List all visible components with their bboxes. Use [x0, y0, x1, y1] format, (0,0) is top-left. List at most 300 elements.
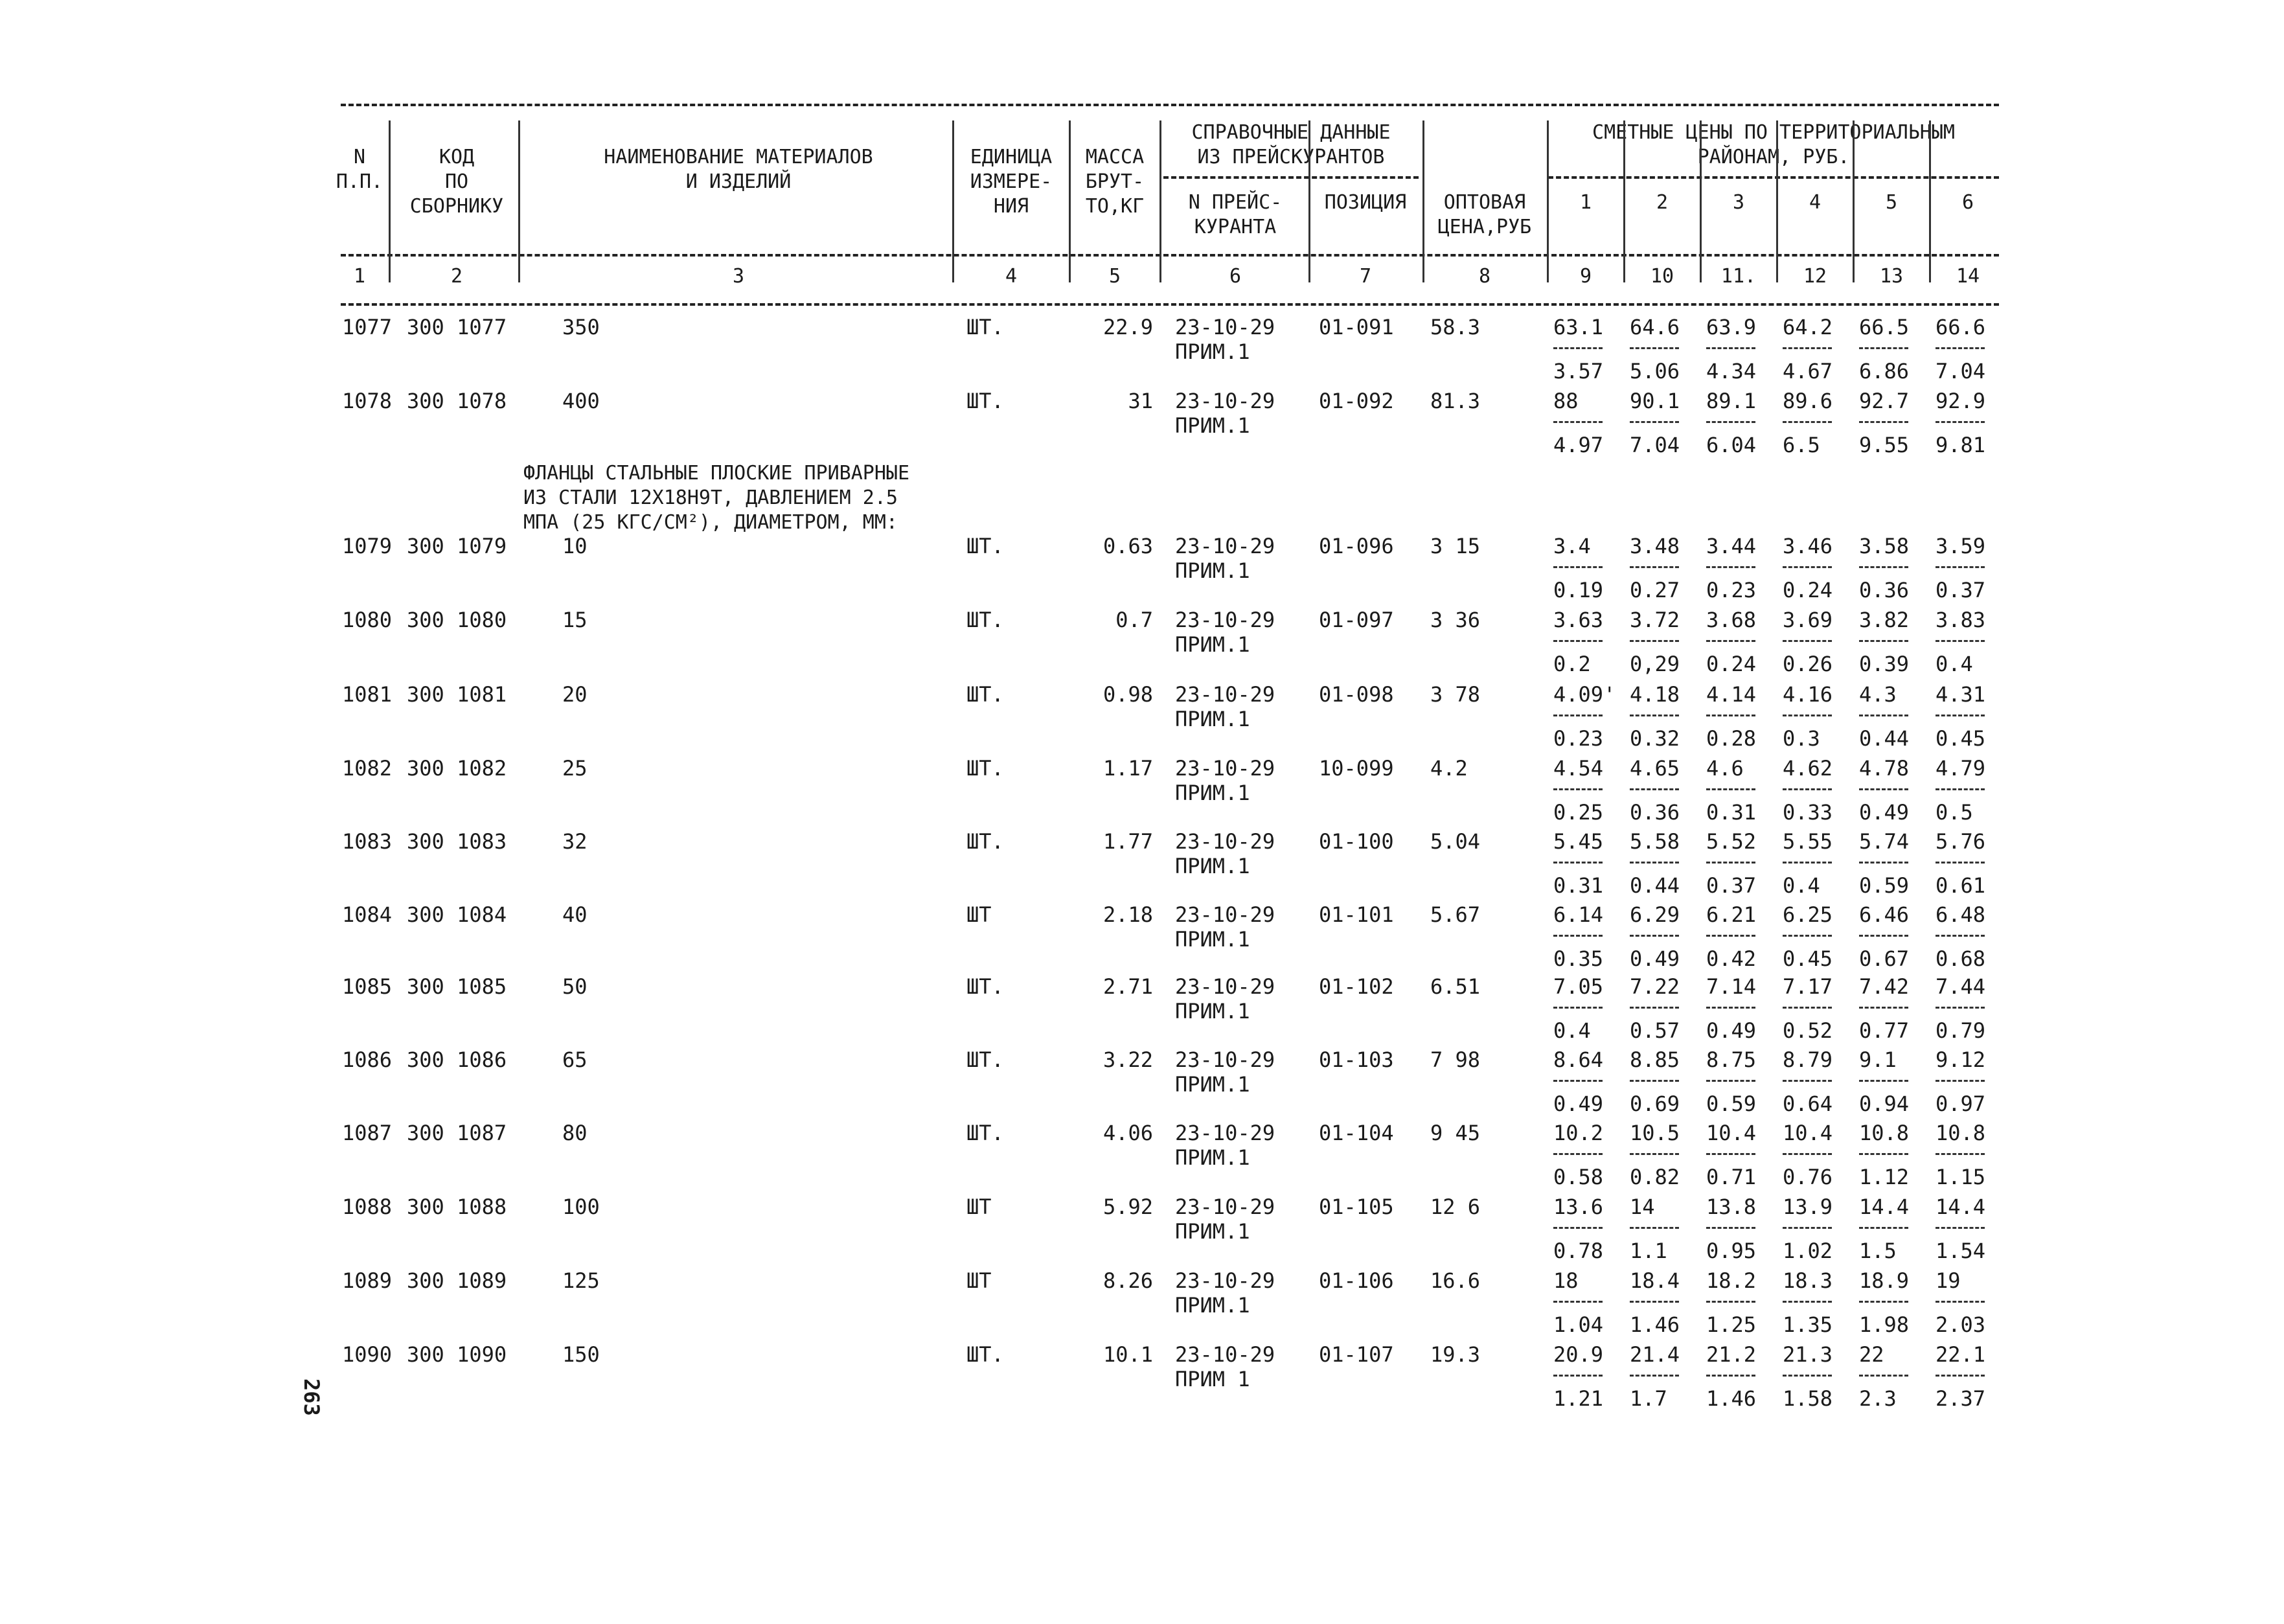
- row-price: 19.3: [1430, 1342, 1481, 1367]
- region-price-bottom: 9.55: [1859, 433, 1910, 457]
- region-price-bottom: 0.39: [1859, 652, 1910, 676]
- region-price-bottom: 0.27: [1630, 578, 1680, 602]
- region-price-top: 92.7: [1859, 389, 1910, 413]
- row-price: 3 15: [1430, 534, 1481, 558]
- region-price-top: 9.1: [1859, 1047, 1897, 1072]
- fraction-line: [1859, 1153, 1908, 1155]
- row-kod: 300 1079: [407, 534, 507, 558]
- column-number: 9: [1579, 265, 1592, 288]
- header-top-rule: [341, 104, 1999, 106]
- region-number: 6: [1961, 191, 1974, 214]
- region-price-top: 4.62: [1783, 756, 1833, 781]
- fraction-line: [1783, 1080, 1832, 1082]
- fraction-line: [1783, 1007, 1832, 1009]
- fraction-line: [1553, 788, 1603, 790]
- region-price-top: 14.4: [1859, 1195, 1910, 1219]
- column-divider: [952, 120, 954, 282]
- fraction-line: [1553, 1153, 1603, 1155]
- column-divider: [1069, 120, 1071, 282]
- fraction-line: [1783, 1227, 1832, 1229]
- fraction-line: [1706, 1227, 1755, 1229]
- row-kod: 300 1086: [407, 1047, 507, 1072]
- region-price-top: 18.9: [1859, 1268, 1910, 1293]
- region-price-bottom: 6.04: [1706, 433, 1757, 457]
- column-number: 10: [1650, 265, 1674, 288]
- row-pos: 01-103: [1319, 1047, 1394, 1072]
- region-price-bottom: 0.82: [1630, 1165, 1680, 1189]
- row-unit: ШТ.: [966, 756, 1004, 781]
- region-price-top: 18.2: [1706, 1268, 1757, 1293]
- row-preisk: 23-10-29 ПРИМ.1: [1175, 974, 1275, 1024]
- region-header-rule: [1548, 176, 1999, 179]
- fraction-line: [1553, 421, 1603, 423]
- row-number: 1077: [342, 315, 393, 339]
- row-unit: ШТ: [966, 1268, 992, 1293]
- region-price-top: 6.21: [1706, 902, 1757, 927]
- fraction-line: [1706, 1375, 1755, 1377]
- row-name: 15: [562, 608, 588, 632]
- header-pos: ПОЗИЦИЯ: [1324, 191, 1407, 214]
- region-price-top: 8.85: [1630, 1047, 1680, 1072]
- row-kod: 300 1088: [407, 1195, 507, 1219]
- fraction-line: [1936, 421, 1985, 423]
- row-preisk: 23-10-29 ПРИМ.1: [1175, 389, 1275, 438]
- region-price-bottom: 0.94: [1859, 1092, 1910, 1116]
- region-price-top: 88: [1553, 389, 1579, 413]
- region-price-top: 64.6: [1630, 315, 1680, 339]
- region-price-bottom: 1.04: [1553, 1312, 1604, 1337]
- fraction-line: [1630, 1080, 1679, 1082]
- region-price-bottom: 0.37: [1706, 873, 1757, 898]
- row-unit: ШТ.: [966, 682, 1004, 707]
- region-price-top: 4.3: [1859, 682, 1897, 707]
- row-number: 1090: [342, 1342, 393, 1367]
- region-price-bottom: 0.57: [1630, 1018, 1680, 1043]
- fraction-line: [1553, 1080, 1603, 1082]
- region-price-top: 3.83: [1936, 608, 1986, 632]
- fraction-line: [1706, 715, 1755, 716]
- region-price-bottom: 0.64: [1783, 1092, 1833, 1116]
- region-price-bottom: 0.23: [1553, 726, 1604, 751]
- region-price-top: 21.4: [1630, 1342, 1680, 1367]
- row-kod: 300 1089: [407, 1268, 507, 1293]
- region-price-bottom: 0.79: [1936, 1018, 1986, 1043]
- region-price-top: 4.16: [1783, 682, 1833, 707]
- region-price-bottom: 0.28: [1706, 726, 1757, 751]
- fraction-line: [1553, 640, 1603, 642]
- column-number: 2: [450, 265, 463, 288]
- column-number: 4: [1005, 265, 1018, 288]
- region-price-top: 3.59: [1936, 534, 1986, 558]
- fraction-line: [1859, 1227, 1908, 1229]
- region-price-bottom: 7.04: [1630, 433, 1680, 457]
- header-unit: ЕДИНИЦА ИЗМЕРЕ- НИЯ: [970, 146, 1053, 218]
- region-price-top: 90.1: [1630, 389, 1680, 413]
- region-price-bottom: 0.67: [1859, 946, 1910, 971]
- region-price-top: 4.09': [1553, 682, 1616, 707]
- row-pos: 01-106: [1319, 1268, 1394, 1293]
- fraction-line: [1630, 1227, 1679, 1229]
- row-unit: ШТ.: [966, 1342, 1004, 1367]
- region-price-bottom: 0.45: [1783, 946, 1833, 971]
- fraction-line: [1859, 788, 1908, 790]
- row-mass: 31: [1128, 389, 1153, 413]
- region-price-top: 3.46: [1783, 534, 1833, 558]
- row-kod: 300 1083: [407, 829, 507, 854]
- row-mass: 2.18: [1102, 902, 1153, 927]
- fraction-line: [1936, 862, 1985, 863]
- row-preisk: 23-10-29 ПРИМ.1: [1175, 1047, 1275, 1097]
- fraction-line: [1630, 347, 1679, 349]
- region-price-top: 3.48: [1630, 534, 1680, 558]
- row-name: 50: [562, 974, 588, 999]
- row-mass: 2.71: [1102, 974, 1153, 999]
- row-number: 1083: [342, 829, 393, 854]
- section-title: ФЛАНЦЫ СТАЛЬНЫЕ ПЛОСКИЕ ПРИВАРНЫЕ ИЗ СТАЛИ 12Х18Н9Т, ДАВЛЕНИЕМ 2.5 МПА (25 КГС/СМ²), ДИАМЕТРОМ, ММ:: [523, 462, 910, 534]
- region-price-top: 9.12: [1936, 1047, 1986, 1072]
- row-name: 10: [562, 534, 588, 558]
- region-price-bottom: 0.61: [1936, 873, 1986, 898]
- region-price-top: 3.63: [1553, 608, 1604, 632]
- region-price-bottom: 0.59: [1706, 1092, 1757, 1116]
- fraction-line: [1630, 421, 1679, 423]
- row-price: 3 36: [1430, 608, 1481, 632]
- fraction-line: [1936, 566, 1985, 568]
- region-price-bottom: 0.78: [1553, 1239, 1604, 1263]
- fraction-line: [1553, 715, 1603, 716]
- region-price-top: 6.48: [1936, 902, 1986, 927]
- fraction-line: [1936, 1080, 1985, 1082]
- fraction-line: [1783, 1301, 1832, 1303]
- region-price-bottom: 0.44: [1859, 726, 1910, 751]
- column-number: 14: [1956, 265, 1980, 288]
- region-price-top: 10.4: [1783, 1121, 1833, 1145]
- row-number: 1078: [342, 389, 393, 413]
- region-price-bottom: 0.97: [1936, 1092, 1986, 1116]
- fraction-line: [1859, 421, 1908, 423]
- fraction-line: [1630, 566, 1679, 568]
- row-unit: ШТ: [966, 902, 992, 927]
- region-price-top: 5.58: [1630, 829, 1680, 854]
- region-price-bottom: 1.98: [1859, 1312, 1910, 1337]
- region-price-bottom: 0.4: [1783, 873, 1820, 898]
- region-price-bottom: 4.67: [1783, 359, 1833, 383]
- region-price-bottom: 1.12: [1859, 1165, 1910, 1189]
- region-price-bottom: 0.23: [1706, 578, 1757, 602]
- fraction-line: [1859, 1007, 1908, 1009]
- row-name: 125: [562, 1268, 600, 1293]
- row-name: 40: [562, 902, 588, 927]
- row-price: 3 78: [1430, 682, 1481, 707]
- row-name: 400: [562, 389, 600, 413]
- region-price-bottom: 0.49: [1706, 1018, 1757, 1043]
- row-kod: 300 1078: [407, 389, 507, 413]
- row-mass: 4.06: [1102, 1121, 1153, 1145]
- fraction-line: [1783, 421, 1832, 423]
- fraction-line: [1553, 1007, 1603, 1009]
- page-number: 263: [299, 1378, 324, 1416]
- row-price: 16.6: [1430, 1268, 1481, 1293]
- row-mass: 0.63: [1102, 534, 1153, 558]
- fraction-line: [1630, 935, 1679, 937]
- fraction-line: [1706, 640, 1755, 642]
- ref-header-rule: [1163, 176, 1419, 179]
- row-pos: 01-101: [1319, 902, 1394, 927]
- region-price-bottom: 0.5: [1936, 800, 1973, 825]
- region-price-top: 18.4: [1630, 1268, 1680, 1293]
- column-divider: [1422, 120, 1424, 282]
- header-region: СМЕТНЫЕ ЦЕНЫ ПО ТЕРРИТОРИАЛЬНЫМ РАЙОНАМ, РУБ.: [1592, 121, 1955, 168]
- region-price-bottom: 2.03: [1936, 1312, 1986, 1337]
- column-divider: [1929, 120, 1931, 282]
- row-mass: 8.26: [1102, 1268, 1153, 1293]
- row-name: 100: [562, 1195, 600, 1219]
- region-price-bottom: 1.35: [1783, 1312, 1833, 1337]
- region-price-top: 14: [1630, 1195, 1655, 1219]
- region-price-top: 22.1: [1936, 1342, 1986, 1367]
- row-number: 1081: [342, 682, 393, 707]
- column-number: 5: [1108, 265, 1121, 288]
- column-divider: [1308, 120, 1310, 282]
- row-pos: 01-092: [1319, 389, 1394, 413]
- region-price-top: 4.54: [1553, 756, 1604, 781]
- region-price-bottom: 1.15: [1936, 1165, 1986, 1189]
- column-divider: [1776, 120, 1778, 282]
- region-price-top: 66.6: [1936, 315, 1986, 339]
- fraction-line: [1936, 715, 1985, 716]
- column-divider: [1700, 120, 1702, 282]
- region-price-top: 20.9: [1553, 1342, 1604, 1367]
- region-price-bottom: 0.24: [1706, 652, 1757, 676]
- column-number: 13: [1879, 265, 1904, 288]
- fraction-line: [1706, 1007, 1755, 1009]
- region-price-bottom: 0.2: [1553, 652, 1591, 676]
- fraction-line: [1936, 1375, 1985, 1377]
- region-price-top: 89.6: [1783, 389, 1833, 413]
- region-price-top: 3.58: [1859, 534, 1910, 558]
- region-price-bottom: 3.57: [1553, 359, 1604, 383]
- row-preisk: 23-10-29 ПРИМ.1: [1175, 608, 1275, 657]
- row-preisk: 23-10-29 ПРИМ.1: [1175, 534, 1275, 583]
- region-price-top: 7.17: [1783, 974, 1833, 999]
- region-price-bottom: 0,29: [1630, 652, 1680, 676]
- region-price-top: 8.79: [1783, 1047, 1833, 1072]
- header-mid-rule: [341, 254, 1999, 257]
- row-mass: 0.7: [1115, 608, 1153, 632]
- row-pos: 01-100: [1319, 829, 1394, 854]
- region-price-top: 4.31: [1936, 682, 1986, 707]
- region-price-top: 10.2: [1553, 1121, 1604, 1145]
- region-price-top: 3.44: [1706, 534, 1757, 558]
- row-number: 1085: [342, 974, 393, 999]
- region-price-bottom: 0.49: [1630, 946, 1680, 971]
- region-price-bottom: 7.04: [1936, 359, 1986, 383]
- region-price-top: 4.65: [1630, 756, 1680, 781]
- fraction-line: [1783, 640, 1832, 642]
- region-price-top: 3.72: [1630, 608, 1680, 632]
- fraction-line: [1859, 347, 1908, 349]
- region-price-bottom: 1.58: [1783, 1386, 1833, 1411]
- row-mass: 22.9: [1102, 315, 1153, 339]
- row-unit: ШТ: [966, 1195, 992, 1219]
- fraction-line: [1936, 347, 1985, 349]
- region-price-top: 13.6: [1553, 1195, 1604, 1219]
- row-preisk: 23-10-29 ПРИМ.1: [1175, 315, 1275, 364]
- header-kod: КОД ПО СБОРНИКУ: [409, 146, 504, 218]
- fraction-line: [1783, 1153, 1832, 1155]
- fraction-line: [1553, 862, 1603, 863]
- fraction-line: [1706, 862, 1755, 863]
- region-price-bottom: 4.34: [1706, 359, 1757, 383]
- region-price-top: 5.55: [1783, 829, 1833, 854]
- fraction-line: [1706, 421, 1755, 423]
- region-price-bottom: 0.33: [1783, 800, 1833, 825]
- fraction-line: [1706, 347, 1755, 349]
- region-price-top: 7.22: [1630, 974, 1680, 999]
- region-price-bottom: 6.86: [1859, 359, 1910, 383]
- column-divider: [1547, 120, 1549, 282]
- row-name: 32: [562, 829, 588, 854]
- region-price-top: 7.44: [1936, 974, 1986, 999]
- fraction-line: [1936, 1153, 1985, 1155]
- row-preisk: 23-10-29 ПРИМ.1: [1175, 829, 1275, 878]
- region-price-bottom: 0.77: [1859, 1018, 1910, 1043]
- region-price-top: 13.9: [1783, 1195, 1833, 1219]
- row-number: 1079: [342, 534, 393, 558]
- row-preisk: 23-10-29 ПРИМ.1: [1175, 1195, 1275, 1244]
- region-price-top: 6.46: [1859, 902, 1910, 927]
- region-price-top: 14.4: [1936, 1195, 1986, 1219]
- fraction-line: [1630, 640, 1679, 642]
- fraction-line: [1630, 715, 1679, 716]
- row-price: 5.04: [1430, 829, 1481, 854]
- region-number: 5: [1885, 191, 1898, 214]
- row-kod: 300 1081: [407, 682, 507, 707]
- region-price-top: 10.8: [1936, 1121, 1986, 1145]
- region-price-bottom: 0.26: [1783, 652, 1833, 676]
- fraction-line: [1630, 1007, 1679, 1009]
- region-price-bottom: 0.31: [1706, 800, 1757, 825]
- row-number: 1080: [342, 608, 393, 632]
- region-price-bottom: 0.35: [1553, 946, 1604, 971]
- region-price-bottom: 0.44: [1630, 873, 1680, 898]
- row-name: 80: [562, 1121, 588, 1145]
- region-price-top: 7.05: [1553, 974, 1604, 999]
- region-price-bottom: 0.71: [1706, 1165, 1757, 1189]
- row-unit: ШТ.: [966, 315, 1004, 339]
- row-unit: ШТ.: [966, 829, 1004, 854]
- region-number: 4: [1809, 191, 1821, 214]
- column-divider: [518, 120, 520, 282]
- region-price-top: 92.9: [1936, 389, 1986, 413]
- row-pos: 10-099: [1319, 756, 1394, 781]
- row-number: 1088: [342, 1195, 393, 1219]
- region-price-top: 4.79: [1936, 756, 1986, 781]
- row-pos: 01-096: [1319, 534, 1394, 558]
- row-mass: 1.77: [1102, 829, 1153, 854]
- region-price-top: 18.3: [1783, 1268, 1833, 1293]
- region-price-top: 66.5: [1859, 315, 1910, 339]
- row-unit: ШТ.: [966, 1121, 1004, 1145]
- fraction-line: [1630, 1375, 1679, 1377]
- region-price-top: 22: [1859, 1342, 1884, 1367]
- region-price-bottom: 6.5: [1783, 433, 1820, 457]
- row-price: 9 45: [1430, 1121, 1481, 1145]
- fraction-line: [1783, 566, 1832, 568]
- region-price-top: 7.42: [1859, 974, 1910, 999]
- region-price-bottom: 0.25: [1553, 800, 1604, 825]
- row-name: 20: [562, 682, 588, 707]
- column-divider: [1159, 120, 1161, 282]
- fraction-line: [1783, 347, 1832, 349]
- fraction-line: [1859, 566, 1908, 568]
- region-price-bottom: 0.49: [1553, 1092, 1604, 1116]
- region-price-bottom: 9.81: [1936, 433, 1986, 457]
- row-mass: 5.92: [1102, 1195, 1153, 1219]
- region-price-top: 4.78: [1859, 756, 1910, 781]
- row-mass: 10.1: [1102, 1342, 1153, 1367]
- row-preisk: 23-10-29 ПРИМ.1: [1175, 682, 1275, 731]
- region-price-bottom: 0.59: [1859, 873, 1910, 898]
- header-bottom-rule: [341, 303, 1999, 306]
- column-number: 11.: [1720, 265, 1757, 288]
- fraction-line: [1936, 1301, 1985, 1303]
- row-name: 350: [562, 315, 600, 339]
- region-price-bottom: 1.7: [1630, 1386, 1667, 1411]
- fraction-line: [1553, 566, 1603, 568]
- row-mass: 0.98: [1102, 682, 1153, 707]
- row-kod: 300 1085: [407, 974, 507, 999]
- row-pos: 01-097: [1319, 608, 1394, 632]
- row-unit: ШТ.: [966, 974, 1004, 999]
- region-price-top: 6.25: [1783, 902, 1833, 927]
- fraction-line: [1553, 1227, 1603, 1229]
- row-number: 1089: [342, 1268, 393, 1293]
- row-kod: 300 1082: [407, 756, 507, 781]
- region-number: 2: [1656, 191, 1669, 214]
- fraction-line: [1706, 788, 1755, 790]
- row-pos: 01-104: [1319, 1121, 1394, 1145]
- region-price-bottom: 2.3: [1859, 1386, 1897, 1411]
- region-price-bottom: 0.68: [1936, 946, 1986, 971]
- row-pos: 01-102: [1319, 974, 1394, 999]
- region-price-top: 6.29: [1630, 902, 1680, 927]
- row-number: 1086: [342, 1047, 393, 1072]
- fraction-line: [1553, 1301, 1603, 1303]
- fraction-line: [1936, 640, 1985, 642]
- row-pos: 01-091: [1319, 315, 1394, 339]
- row-kod: 300 1090: [407, 1342, 507, 1367]
- region-price-top: 64.2: [1783, 315, 1833, 339]
- region-price-top: 89.1: [1706, 389, 1757, 413]
- region-price-bottom: 0.31: [1553, 873, 1604, 898]
- region-price-top: 4.14: [1706, 682, 1757, 707]
- row-unit: ШТ.: [966, 1047, 1004, 1072]
- region-price-bottom: 1.46: [1706, 1386, 1757, 1411]
- region-price-bottom: 0.42: [1706, 946, 1757, 971]
- region-price-bottom: 0.4: [1553, 1018, 1591, 1043]
- region-price-top: 10.4: [1706, 1121, 1757, 1145]
- region-price-bottom: 1.5: [1859, 1239, 1897, 1263]
- fraction-line: [1936, 1227, 1985, 1229]
- row-pos: 01-098: [1319, 682, 1394, 707]
- fraction-line: [1706, 566, 1755, 568]
- fraction-line: [1859, 640, 1908, 642]
- header-ref: СПРАВОЧНЫЕ ДАННЫЕ ИЗ ПРЕЙСКУРАНТОВ: [1191, 121, 1391, 168]
- row-unit: ШТ.: [966, 389, 1004, 413]
- region-price-top: 3.69: [1783, 608, 1833, 632]
- region-price-top: 13.8: [1706, 1195, 1757, 1219]
